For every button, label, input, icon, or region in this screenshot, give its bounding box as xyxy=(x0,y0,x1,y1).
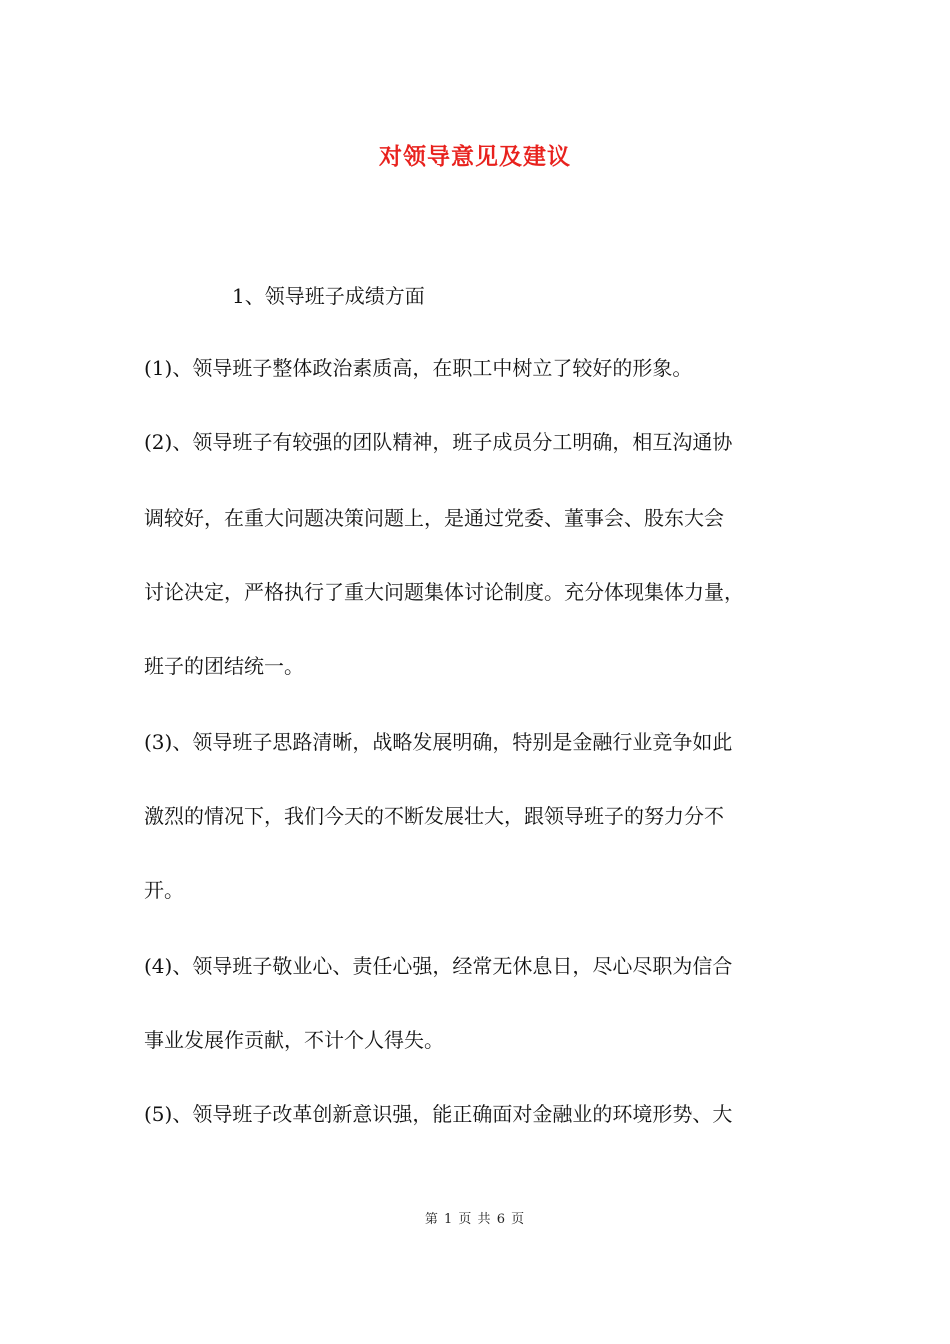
section-heading: 1、领导班子成绩方面 xyxy=(232,284,425,308)
body-line: (1)、领导班子整体政治素质高，在职工中树立了较好的形象。 xyxy=(144,356,693,380)
body-line: 讨论决定，严格执行了重大问题集体讨论制度。充分体现集体力量， xyxy=(144,580,744,604)
body-line: 激烈的情况下，我们今天的不断发展壮大，跟领导班子的努力分不 xyxy=(144,804,724,828)
page-title: 对领导意见及建议 xyxy=(379,143,571,170)
body-line: 班子的团结统一。 xyxy=(144,654,304,678)
body-line: (4)、领导班子敬业心、责任心强，经常无休息日，尽心尽职为信合 xyxy=(144,954,733,978)
body-line: (3)、领导班子思路清晰，战略发展明确，特别是金融行业竞争如此 xyxy=(144,730,733,754)
body-line: (2)、领导班子有较强的团队精神，班子成员分工明确，相互沟通协 xyxy=(144,430,733,454)
body-line: 事业发展作贡献，不计个人得失。 xyxy=(144,1028,444,1052)
body-line: 开。 xyxy=(144,878,184,902)
body-line: 调较好，在重大问题决策问题上，是通过党委、董事会、股东大会 xyxy=(144,506,724,530)
page-footer: 第 1 页 共 6 页 xyxy=(424,1212,526,1227)
body-line: (5)、领导班子改革创新意识强，能正确面对金融业的环境形势、大 xyxy=(144,1102,733,1126)
